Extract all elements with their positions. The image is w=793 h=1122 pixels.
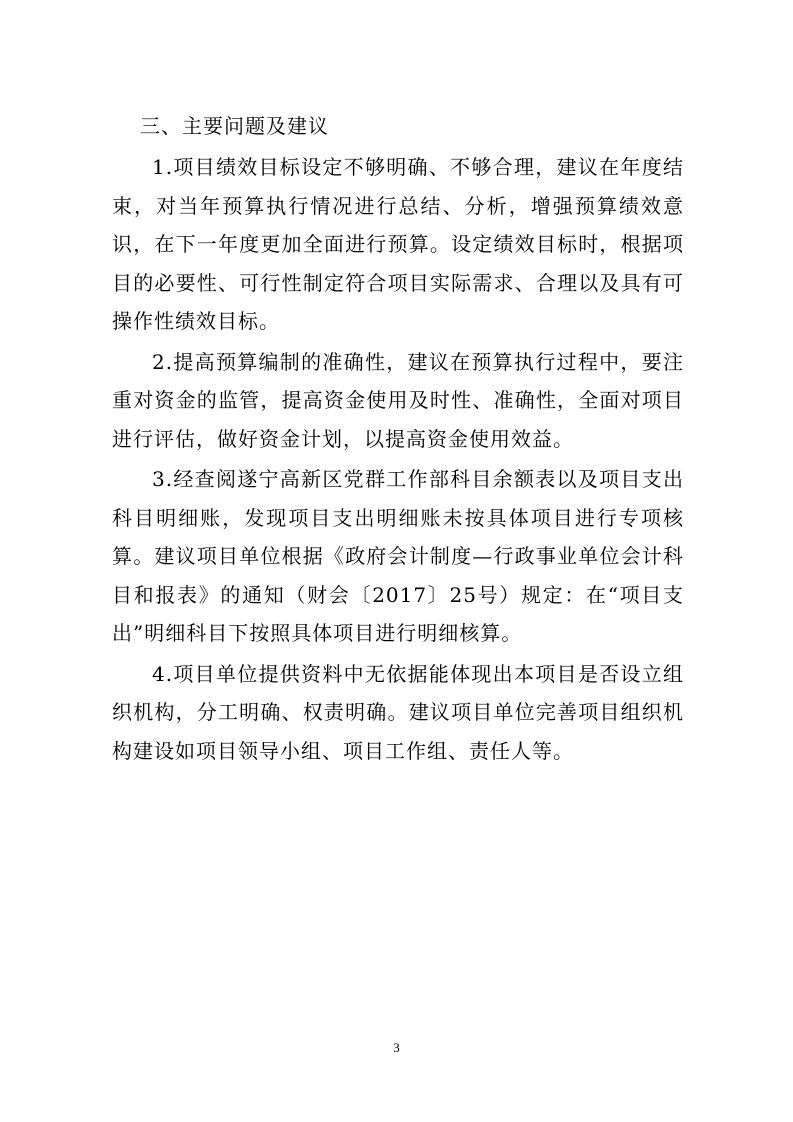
paragraph-3: 3.经查阅遂宁高新区党群工作部科目余额表以及项目支出科目明细账，发现项目支出明细账未按具体项目进行专项核算。建议项目单位根据《政府会计制度—行政事业单位会计科目和报表》的通知（财会〔2017〕25号）规定：在“项目支出”明细科目下按照具体项目进行明细核算。	[112, 467, 684, 645]
paragraph-1: 1.项目绩效目标设定不够明确、不够合理，建议在年度结束，对当年预算执行情况进行总结、分析，增强预算绩效意识，在下一年度更加全面进行预算。设定绩效目标时，根据项目的必要性、可行性制定符合项目实际需求、合理以及具有可操作性绩效目标。	[112, 155, 684, 333]
page-content	[112, 112, 684, 772]
page-number: 3	[393, 1040, 400, 1055]
section-heading: 三、主要问题及建议	[140, 114, 329, 138]
paragraph-4: 4.项目单位提供资料中无依据能体现出本项目是否设立组织机构，分工明确、权责明确。建议项目单位完善项目组织机构建设如项目领导小组、项目工作组、责任人等。	[112, 661, 684, 763]
paragraph-2: 2.提高预算编制的准确性，建议在预算执行过程中，要注重对资金的监管，提高资金使用及时性、准确性，全面对项目进行评估，做好资金计划，以提高资金使用效益。	[112, 349, 684, 451]
